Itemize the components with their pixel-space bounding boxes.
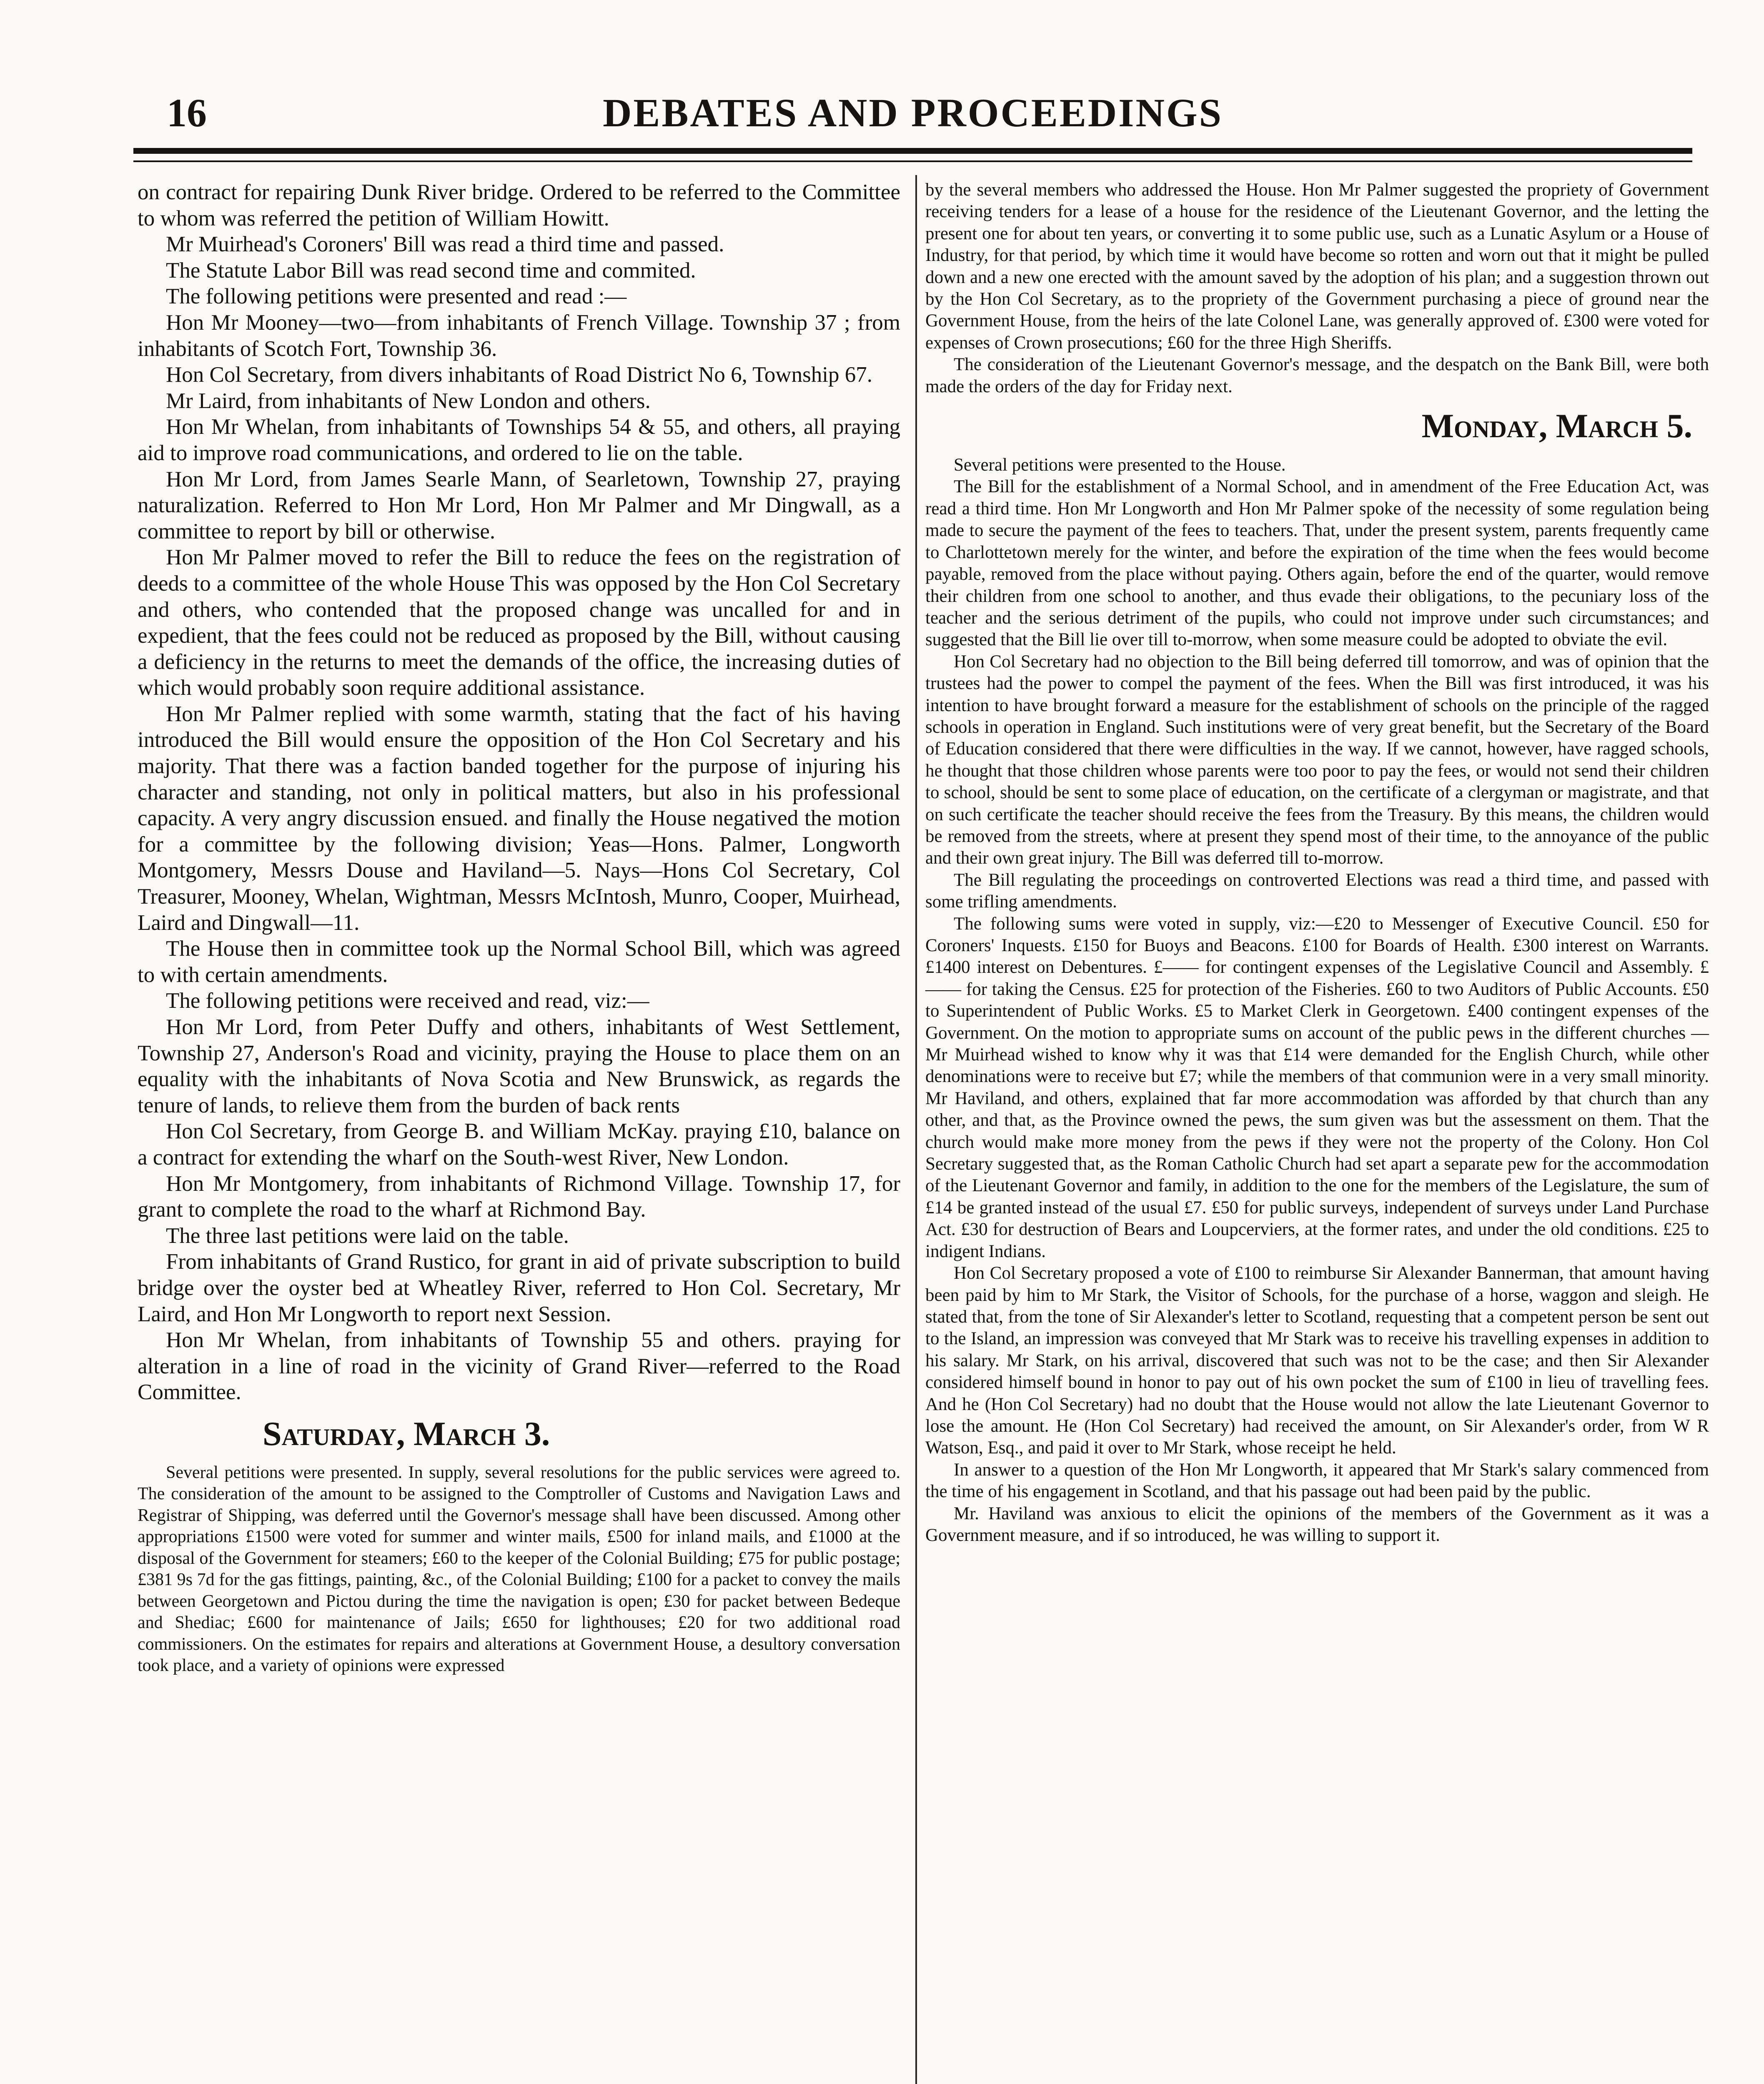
paragraph: From inhabitants of Grand Rustico, for grant in aid of private subscription to build bridge over the oyster bed at Wheatley River, referred to Hon Col. Secretary, Mr Laird, and Hon Mr Longworth to report next Session.	[138, 1250, 900, 1326]
paragraph: Mr Laird, from inhabitants of New London and others.	[166, 388, 651, 413]
left-column	[138, 179, 900, 1677]
page-number: 16	[167, 90, 207, 135]
paragraph: The Bill for the establishment of a Normal School, and in amendment of the Free Education Act, was read a third time. Hon Mr Longworth and Hon Mr Palmer spoke of the necessity of some regulation being made to secure the payment of the fees to teachers. That, under the present system, parents frequently came to Charlottetown merely for the winter, and before the expiration of the time when the fees would become payable, removed from the place without paying. Others again, before the end of the quarter, would remove their children from one school to another, and thus evade their obligations, to the pecuniary loss of the teacher and the serious detriment of the pupils, who could not improve under such circumstances; and suggested that the Bill lie over till to-morrow, when some measure could be adopted to obviate the evil.	[925, 477, 1709, 650]
paragraph: Hon Mr Mooney—two—from inhabitants of French Village. Township 37 ; from inhabitants of Scotch Fort, Township 36.	[138, 310, 900, 361]
paragraph: Mr. Haviland was anxious to elicit the opinions of the members of the Government as it was a Government measure, and if so introduced, he was willing to support it.	[925, 1503, 1709, 1545]
paragraph: The Statute Labor Bill was read second time and commited.	[166, 258, 696, 283]
paragraph: The consideration of the Lieutenant Governor's message, and the despatch on the Bank Bill, were both made the orders of the day for Friday next.	[925, 355, 1709, 396]
section-heading-monday: Monday, March 5.	[1421, 407, 1692, 445]
paragraph: Hon Col Secretary, from George B. and William McKay. praying £10, balance on a contract for extending the wharf on the South-west River, New London.	[138, 1119, 900, 1170]
paragraph: The three last petitions were laid on the table.	[166, 1223, 569, 1248]
paragraph: Hon Mr Palmer moved to refer the Bill to reduce the fees on the registration of deeds to a committee of the whole House This was opposed by the Hon Col Secretary and others, who contended that the proposed change was uncalled for and in expedient, that the fees could not be reduced as proposed by the Bill, without causing a deficiency in the returns to meet the demands of the office, the increasing duties of which would probably soon require additional assistance.	[138, 545, 900, 700]
section-heading-saturday: Saturday, March 3.	[263, 1414, 550, 1453]
right-column	[925, 179, 1709, 1546]
paragraph: The following petitions were presented and read :—	[166, 284, 627, 309]
paragraph: In answer to a question of the Hon Mr Longworth, it appeared that Mr Stark's salary commenced from the time of his engagement in Scotland, and that his passage out had been paid by the public.	[925, 1460, 1709, 1502]
paragraph: The Bill regulating the proceedings on controverted Elections was read a third time, and passed with some trifling amendments.	[925, 870, 1709, 912]
paragraph: Mr Muirhead's Coroners' Bill was read a third time and passed.	[166, 232, 724, 257]
page-header	[133, 90, 1692, 140]
paragraph: Hon Mr Palmer replied with some warmth, stating that the fact of his having introduced the Bill would ensure the opposition of the Hon Col Secretary and his majority. That there was a faction banded together for the purpose of injuring his character and standing, not only in political matters, but also in his professional capacity. A very angry discussion ensued. and finally the House negatived the motion for a committee by the following division; Yeas—Hons. Palmer, Longworth Montgomery, Messrs Douse and Haviland—5. Nays—Hons Col Secretary, Col Treasurer, Mooney, Whelan, Wightman, Messrs McIntosh, Munro, Cooper, Muirhead, Laird and Dingwall—11.	[138, 701, 900, 935]
header-rule-thin	[133, 160, 1692, 162]
paragraph: by the several members who addressed the House. Hon Mr Palmer suggested the propriety of Government receiving tenders for a lease of a house for the residence of the Lieutenant Governor, and the letting the present one for about ten years, or converting it to some public use, such as a Lunatic Asylum or a House of Industry, for that period, by which time it would have become so rotten and worn out that it might be pulled down and a new one erected with the amount saved by the adoption of his plan; and a suggestion thrown out by the Hon Col Secretary, as to the propriety of the Government purchasing a piece of ground near the Government House, from the heirs of the late Colonel Lane, was generally approved of. £300 were voted for expenses of Crown prosecutions; £60 for the three High Sheriffs.	[925, 180, 1709, 353]
paragraph: The following sums were voted in supply, viz:—£20 to Messenger of Executive Council. £50 for Coroners' Inquests. £150 for Buoys and Beacons. £100 for Boards of Health. £300 interest on Warrants. £1400 interest on Debentures. £—— for contingent expenses of the Legislative Council and Assembly. £—— for taking the Census. £25 for protection of the Fisheries. £60 to two Auditors of Public Accounts. £50 to Superintendent of Public Works. £5 to Market Clerk in Georgetown. £400 contingent expenses of the Government. On the motion to appropriate sums on account of the public pews in the different churches —Mr Muirhead wished to know why it was that £14 were demanded for the English Church, while other denominations were to receive but £7; while the members of that communion were in a very small minority. Mr Haviland, and others, explained that far more accommodation was afforded by that church than any other, and that, as the Province owned the pews, the sum given was but the assessment on them. That the church would make more money from the pews if they were not the property of the Colony. Hon Col Secretary suggested that, as the Roman Catholic Church had set apart a separate pew for the accommodation of the Lieutenant Governor and family, in addition to the one for the members of the Legislature, the sum of £14 be granted instead of the usual £7. £50 for public surveys, independent of surveys under Land Purchase Act. £30 for destruction of Bears and Loupcerviers, at the former rates, and under the old conditions. £25 to indigent Indians.	[925, 914, 1709, 1261]
paragraph: Several petitions were presented. In supply, several resolutions for the public services were agreed to. The consideration of the amount to be assigned to the Comptroller of Customs and Navigation Laws and Registrar of Shipping, was deferred until the Governor's message shall have been discussed. Among other appropriations £1500 were voted for summer and winter mails, £500 for inland mails, and £1000 at the disposal of the Government for steamers; £60 to the keeper of the Colonial Building; £75 for public postage; £381 9s 7d for the gas fittings, painting, &c., of the Colonial Building; £100 for a packet to convey the mails between Georgetown and Pictou during the time the navigation is open; £30 for packet between Bedeque and Shediac; £600 for maintenance of Jails; £650 for lighthouses; £20 for two additional road commissioners. On the estimates for repairs and alterations at Government House, a desultory conversation took place, and a variety of opinions were expressed	[138, 1463, 900, 1676]
paragraph: on contract for repairing Dunk River bridge. Ordered to be referred to the Committee to whom was referred the petition of William Howitt.	[138, 180, 900, 230]
paragraph: Hon Col Secretary, from divers inhabitants of Road District No 6, Township 67.	[166, 363, 872, 387]
paragraph: Hon Col Secretary had no objection to the Bill being deferred till tomorrow, and was of opinion that the trustees had the power to compel the payment of the fees. When the Bill was first introduced, it was his intention to have brought forward a measure for the establishment of schools on the principle of the ragged schools in operation in England. Such institutions were of very great benefit, but the Secretary of the Board of Education considered that there were difficulties in the way. If we cannot, however, have ragged schools, he thought that those children whose parents were too poor to pay the fees, or would not send their children to school, should be sent to some place of education, on the certificate of a clergyman or magistrate, and that on such certificate the teacher should receive the fees from the Treasury. By this means, the children would be removed from the streets, where at present they spend most of their time, to the annoyance of the public and their own great injury. The Bill was deferred till to-morrow.	[925, 651, 1709, 868]
header-rule-thick	[133, 148, 1692, 154]
column-divider	[915, 175, 917, 2084]
paragraph: Hon Mr Whelan, from inhabitants of Townships 54 & 55, and others, all praying aid to improve road communications, and ordered to lie on the table.	[138, 415, 900, 465]
paragraph: The following petitions were received and read, viz:—	[166, 989, 649, 1013]
paragraph: Hon Mr Montgomery, from inhabitants of Richmond Village. Township 17, for grant to complete the road to the wharf at Richmond Bay.	[138, 1171, 900, 1222]
paragraph: Hon Col Secretary proposed a vote of £100 to reimburse Sir Alexander Bannerman, that amount having been paid by him to Mr Stark, the Visitor of Schools, for the purchase of a horse, waggon and sleigh. He stated that, from the tone of Sir Alexander's letter to Scotland, requesting that a competent person be sent out to the Island, an impression was conveyed that Mr Stark was to receive his travelling expenses in addition to his salary. Mr Stark, on his arrival, discovered that such was not to be the case; and then Sir Alexander considered himself bound in honor to pay out of his own pocket the sum of £100 in lieu of travelling fees. And he (Hon Col Secretary) had no doubt that the House would not allow the late Lieutenant Governor to lose the amount. He (Hon Col Secretary) had received the amount, on Sir Alexander's order, from W R Watson, Esq., and paid it over to Mr Stark, whose receipt he held.	[925, 1263, 1709, 1458]
paragraph: Several petitions were presented to the House.	[954, 455, 1286, 475]
paragraph: Hon Mr Lord, from Peter Duffy and others, inhabitants of West Settlement, Township 27, Anderson's Road and vicinity, praying the House to place them on an equality with the inhabitants of Nova Scotia and New Brunswick, as regards the tenure of lands, to relieve them from the burden of back rents	[138, 1015, 900, 1117]
paragraph: Hon Mr Whelan, from inhabitants of Township 55 and others. praying for alteration in a line of road in the vicinity of Grand River—referred to the Road Committee.	[138, 1328, 900, 1405]
paragraph: The House then in committee took up the Normal School Bill, which was agreed to with certain amendments.	[138, 937, 900, 987]
paragraph: Hon Mr Lord, from James Searle Mann, of Searletown, Township 27, praying naturalization. Referred to Hon Mr Lord, Hon Mr Palmer and Mr Dingwall, as a committee to report by bill or otherwise.	[138, 467, 900, 544]
running-head: DEBATES AND PROCEEDINGS	[603, 90, 1223, 135]
